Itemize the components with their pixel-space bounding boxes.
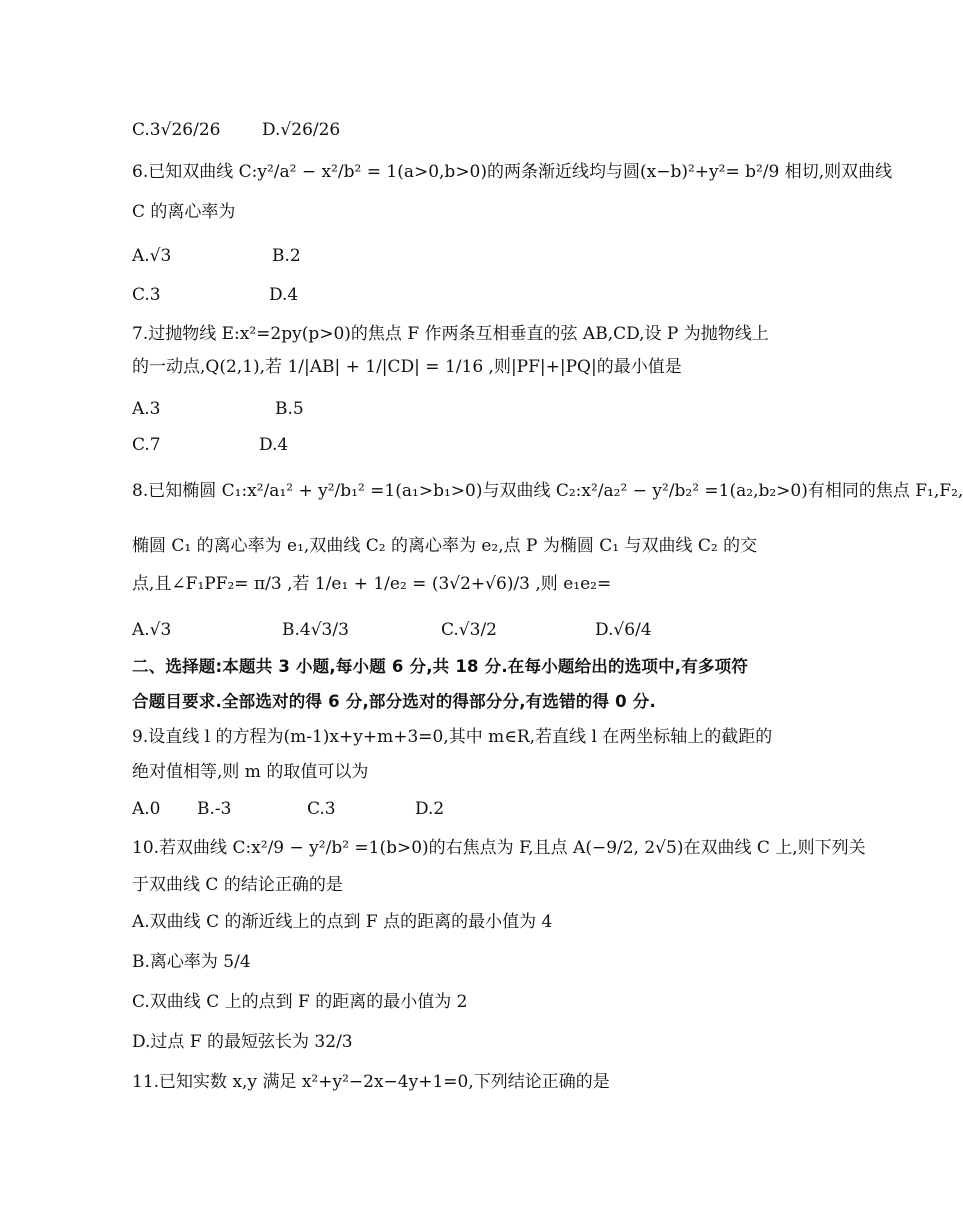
option-b: B.5 (275, 399, 304, 419)
q7-text-cont: 的一动点,Q(2,1),若 1/|AB| + 1/|CD| = 1/16 ,则|PF|+|PQ|的最小值是 (132, 357, 682, 377)
option-c: C.√3/2 (441, 620, 497, 640)
q10-option-a: A.双曲线 C 的渐近线上的点到 F 点的距离的最小值为 4 (132, 912, 553, 932)
q7-text: 7.过抛物线 E:x²=2py(p>0)的焦点 F 作两条互相垂直的弦 AB,CD,设 P 为抛物线上 (132, 324, 769, 344)
q8-text: 8.已知椭圆 C₁:x²/a₁² + y²/b₁² =1(a₁>b₁>0)与双曲线 C₂:x²/a₂² − y²/b₂² =1(a₂,b₂>0)有相同的焦点 F₁,F₂, (132, 481, 963, 501)
option-a: A.3 (132, 399, 161, 419)
q10-option-c: C.双曲线 C 上的点到 F 的距离的最小值为 2 (132, 992, 468, 1012)
q8-text-cont: 椭圆 C₁ 的离心率为 e₁,双曲线 C₂ 的离心率为 e₂,点 P 为椭圆 C₁ 与双曲线 C₂ 的交 (132, 536, 758, 556)
option-d: D.4 (269, 285, 299, 305)
option-a: A.0 (132, 799, 161, 819)
q10-option-b: B.离心率为 5/4 (132, 952, 251, 972)
option-c: C.3 (132, 285, 161, 305)
option-d: D.√6/4 (595, 620, 652, 640)
option-d: D.4 (259, 435, 289, 455)
q11-text: 11.已知实数 x,y 满足 x²+y²−2x−4y+1=0,下列结论正确的是 (132, 1072, 610, 1092)
q10-text-cont: 于双曲线 C 的结论正确的是 (132, 875, 343, 895)
option-d: D.2 (415, 799, 445, 819)
option-d: D.√26/26 (262, 120, 341, 140)
option-c: C.7 (132, 435, 161, 455)
q6-text: 6.已知双曲线 C:y²/a² − x²/b² = 1(a>0,b>0)的两条渐近线均与圆(x−b)²+y²= b²/9 相切,则双曲线 (132, 162, 893, 182)
q10-text: 10.若双曲线 C:x²/9 − y²/b² =1(b>0)的右焦点为 F,且点 A(−9/2, 2√5)在双曲线 C 上,则下列关 (132, 838, 866, 858)
q8-text-cont2: 点,且∠F₁PF₂= π/3 ,若 1/e₁ + 1/e₂ = (3√2+√6)/3 ,则 e₁e₂= (132, 574, 612, 594)
q10-option-d: D.过点 F 的最短弦长为 32/3 (132, 1032, 353, 1052)
q9-text: 9.设直线 l 的方程为(m-1)x+y+m+3=0,其中 m∈R,若直线 l 在两坐标轴上的截距的 (132, 727, 773, 747)
q9-text-cont: 绝对值相等,则 m 的取值可以为 (132, 762, 369, 782)
option-b: B.4√3/3 (282, 620, 349, 640)
option-a: A.√3 (132, 620, 172, 640)
option-a: A.√3 (132, 246, 172, 266)
q6-text-cont: C 的离心率为 (132, 202, 236, 222)
option-c: C.3√26/26 (132, 120, 221, 140)
option-b: B.-3 (197, 799, 232, 819)
section-2-heading-cont: 合题目要求.全部选对的得 6 分,部分选对的得部分分,有选错的得 0 分. (132, 692, 656, 711)
section-2-heading: 二、选择题:本题共 3 小题,每小题 6 分,共 18 分.在每小题给出的选项中,有多项符 (132, 657, 749, 676)
option-b: B.2 (272, 246, 301, 266)
option-c: C.3 (307, 799, 336, 819)
